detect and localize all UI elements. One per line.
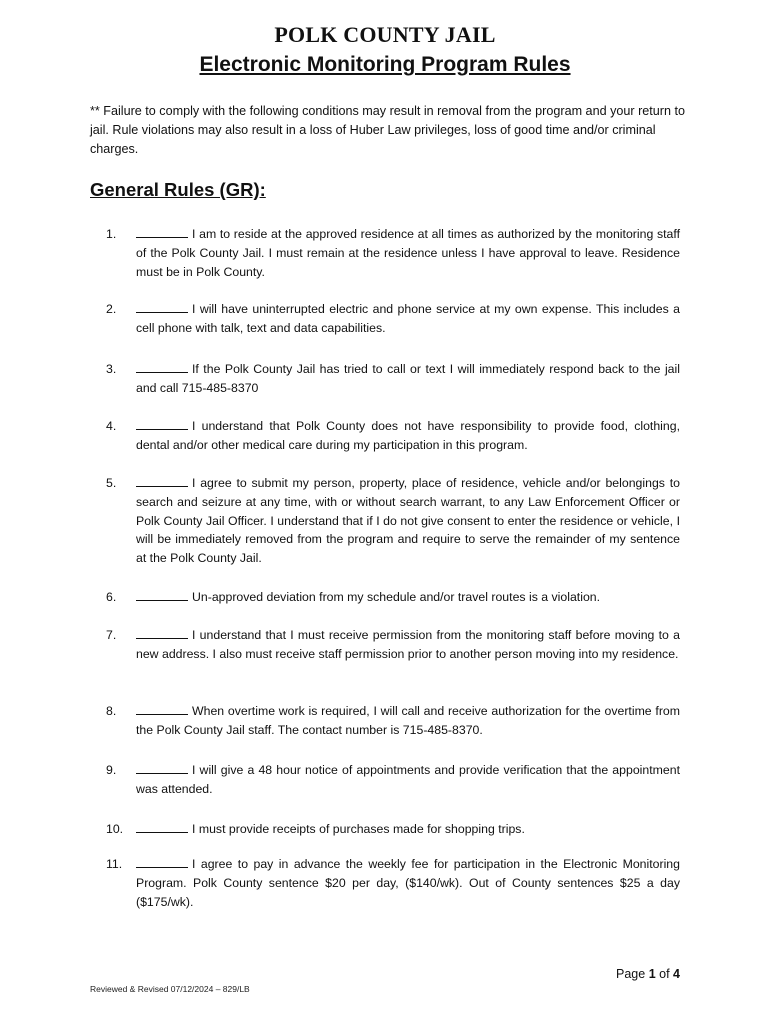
page-of: of — [659, 967, 670, 981]
rule-item-2 — [106, 300, 680, 338]
initials-blank — [136, 627, 188, 639]
initials-blank — [136, 418, 188, 430]
rule-item-4 — [106, 417, 680, 455]
page-label: Page — [616, 967, 646, 981]
rule-number: 11. — [106, 857, 123, 871]
rule-text: I understand that I must receive permission from the monitoring staff before moving to a new address. I also must receive staff permission prior to another person moving into my residence. — [136, 628, 680, 661]
initials-blank — [136, 226, 188, 238]
rule-number: 4. — [106, 419, 117, 433]
rule-text: I must provide receipts of purchases made for shopping trips. — [192, 822, 525, 836]
initials-blank — [136, 762, 188, 774]
rule-text: I agree to submit my person, property, place of residence, vehicle and/or belongings to search and seizure at any time, with or without search warrant, to any Law Enforcement Officer or Polk County Jail Officer. I understand that if I do not give consent to enter the residence or vehicle, I will be immediately removed from the program and require to serve the remainder of my sentence at the Polk County Jail. — [136, 476, 680, 566]
rule-number: 6. — [106, 590, 117, 604]
rule-number: 1. — [106, 227, 117, 241]
rule-item-3 — [106, 360, 680, 398]
rule-number: 5. — [106, 476, 117, 490]
initials-blank — [136, 856, 188, 868]
rule-item-9 — [106, 761, 680, 799]
rule-number: 9. — [106, 763, 117, 777]
rule-text: Un-approved deviation from my schedule and/or travel routes is a violation. — [192, 590, 601, 604]
rule-text: I am to reside at the approved residence at all times as authorized by the monitoring staff of the Polk County Jail. I must remain at the residence unless I have approval to leave. Residence must be in Polk County. — [136, 227, 680, 279]
rule-number: 7. — [106, 628, 117, 642]
initials-blank — [136, 821, 188, 833]
page-current: 1 — [648, 967, 656, 981]
rule-number: 2. — [106, 302, 117, 316]
initials-blank — [136, 301, 188, 313]
initials-blank — [136, 475, 188, 487]
rule-item-11 — [106, 855, 680, 911]
rule-number: 3. — [106, 362, 117, 376]
rule-number: 10. — [106, 822, 124, 836]
rule-text: I understand that Polk County does not have responsibility to provide food, clothing, dental and/or other medical care during my participation in this program. — [136, 419, 680, 452]
rule-text: I will give a 48 hour notice of appointments and provide verification that the appointment was attended. — [136, 763, 680, 796]
initials-blank — [136, 703, 188, 715]
rule-item-10 — [106, 820, 680, 839]
page-number — [560, 967, 680, 981]
document-title: POLK COUNTY JAIL — [274, 22, 496, 47]
page-total: 4 — [673, 967, 680, 981]
section-heading-general-rules: General Rules (GR): — [90, 179, 266, 200]
revision-note: Reviewed & Revised 07/12/2024 – 829/LB — [90, 984, 250, 994]
document-subtitle: Electronic Monitoring Program Rules — [199, 53, 571, 76]
rule-text: I agree to pay in advance the weekly fee for participation in the Electronic Monitoring Program. Polk County sentence $20 per day, ($140/wk). Out of County sentences $25 a day ($175/wk). — [136, 857, 680, 909]
intro-paragraph: ** Failure to comply with the following conditions may result in removal from the program and your return to jail. Rule violations may also result in a loss of Huber Law privileges, loss of good time and/or criminal charges. — [90, 104, 685, 156]
rule-text: If the Polk County Jail has tried to call or text I will immediately respond back to the jail and call 715-485-8370 — [136, 362, 680, 395]
rule-text: I will have uninterrupted electric and phone service at my own expense. This includes a cell phone with talk, text and data capabilities. — [136, 302, 680, 335]
initials-blank — [136, 589, 188, 601]
rule-item-8 — [106, 702, 680, 740]
rule-text: When overtime work is required, I will call and receive authorization for the overtime from the Polk County Jail staff. The contact number is 715-485-8370. — [136, 704, 680, 737]
rule-item-7 — [106, 626, 680, 664]
rule-item-6 — [106, 588, 680, 607]
initials-blank — [136, 361, 188, 373]
rule-item-1 — [106, 225, 680, 281]
rule-number: 8. — [106, 704, 117, 718]
rule-item-5 — [106, 474, 680, 568]
